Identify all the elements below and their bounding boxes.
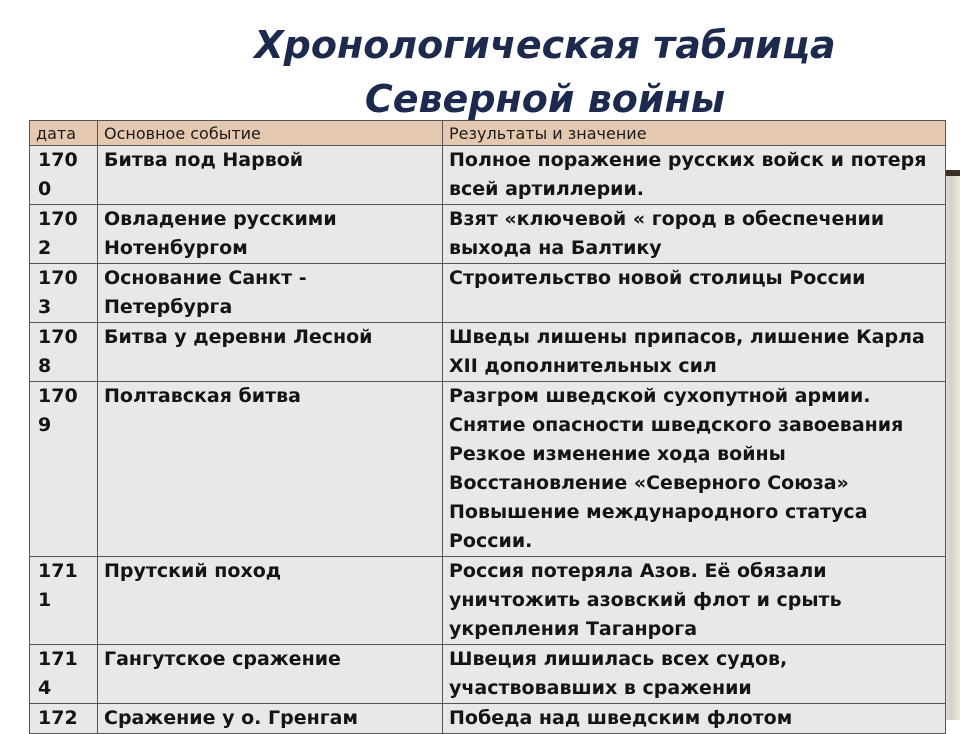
row-year: 170 8 <box>30 323 98 382</box>
row-result: Россия потеряла Азов. Её обязали уничтожить азовский флот и срыть укрепления Таганрога <box>443 557 946 645</box>
row-event: Битва под Нарвой <box>98 146 443 205</box>
row-event: Овладение русскими Нотенбургом <box>98 205 443 264</box>
table-header-row <box>30 121 946 146</box>
row-year: 170 9 <box>30 382 98 557</box>
header-date: дата <box>30 121 98 146</box>
table-row <box>30 205 946 264</box>
row-result: Разгром шведской сухопутной армии. Снятие опасности шведского завоевания Резкое изменение хода войны Восстановление «Северного Союза» Повышение международного статуса России. <box>443 382 946 557</box>
header-result: Результаты и значение <box>443 121 946 146</box>
table-row <box>30 704 946 734</box>
chronology-table <box>29 120 946 734</box>
row-event: Сражение у о. Гренгам <box>98 704 443 734</box>
table-row <box>30 323 946 382</box>
table-row <box>30 557 946 645</box>
row-event: Основание Санкт - Петербурга <box>98 264 443 323</box>
table-row <box>30 264 946 323</box>
row-event: Битва у деревни Лесной <box>98 323 443 382</box>
title-line-1: Хронологическая таблица <box>254 23 836 67</box>
table-row <box>30 382 946 557</box>
row-year: 172 <box>30 704 98 734</box>
row-result: Победа над шведским флотом <box>443 704 946 734</box>
row-event: Прутский поход <box>98 557 443 645</box>
row-result: Полное поражение русских войск и потеря всей артиллерии. <box>443 146 946 205</box>
row-year: 171 1 <box>30 557 98 645</box>
decorative-edge-strip <box>944 170 960 720</box>
edge-band <box>944 170 960 176</box>
row-result: Швеция лишилась всех судов, участвовавших в сражении <box>443 645 946 704</box>
row-year: 170 0 <box>30 146 98 205</box>
table-row <box>30 146 946 205</box>
row-result: Шведы лишены припасов, лишение Карла XII дополнительных сил <box>443 323 946 382</box>
row-event: Полтавская битва <box>98 382 443 557</box>
title-line-2: Северной войны <box>364 77 726 121</box>
row-year: 170 3 <box>30 264 98 323</box>
row-result: Взят «ключевой « город в обеспечении выхода на Балтику <box>443 205 946 264</box>
table-row <box>30 645 946 704</box>
page-title <box>200 18 890 126</box>
row-year: 170 2 <box>30 205 98 264</box>
header-event: Основное событие <box>98 121 443 146</box>
row-year: 171 4 <box>30 645 98 704</box>
row-result: Строительство новой столицы России <box>443 264 946 323</box>
row-event: Гангутское сражение <box>98 645 443 704</box>
